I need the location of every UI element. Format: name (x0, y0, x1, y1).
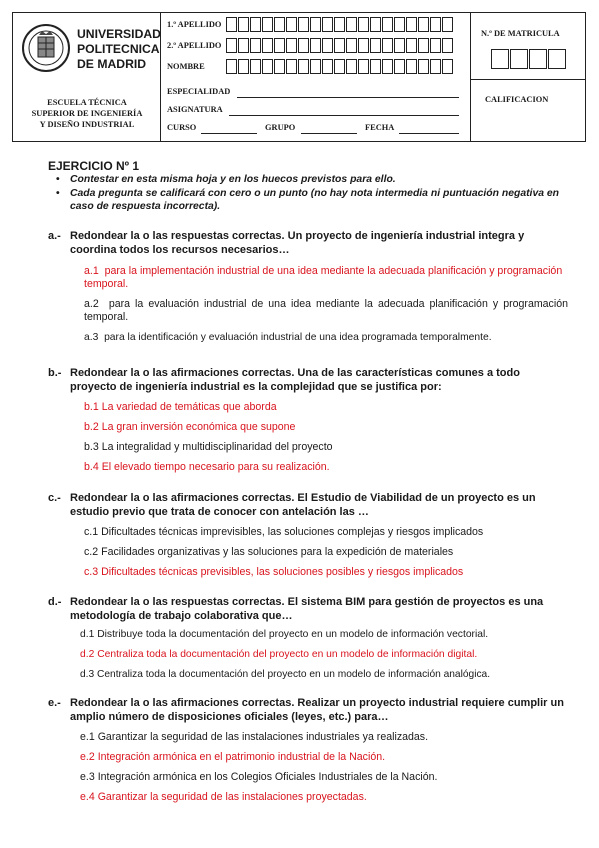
option-c2[interactable]: c.2 Facilidades organizativas y las soluciones para la expedición de materiales (84, 546, 454, 558)
question-letter: a.- (48, 230, 61, 242)
question-letter: d.- (48, 596, 62, 608)
curso-field[interactable] (201, 133, 257, 134)
question-letter: e.- (48, 697, 61, 709)
option-c3[interactable]: c.3 Dificultades técnicas previsibles, las soluciones posibles y riesgos implicados (84, 566, 464, 578)
question-b (48, 367, 568, 394)
especialidad-label: ESPECIALIDAD (167, 87, 231, 96)
apellido2-label: 2.º APELLIDO (167, 41, 222, 50)
instruction-1: • Contestar en esta misma hoja y en los huecos previstos para ello. (70, 174, 550, 187)
exercise-title: EJERCICIO Nº 1 (48, 159, 140, 173)
option-e1[interactable]: e.1 Garantizar la seguridad de las instalaciones industriales ya realizadas. (80, 731, 429, 743)
nombre-label: NOMBRE (167, 62, 205, 71)
grupo-label: GRUPO (265, 123, 296, 132)
question-text: Redondear la o las respuestas correctas. Un proyecto de ingeniería industrial integra y coordina todos los recursos necesarios… (70, 230, 525, 256)
question-letter: b.- (48, 367, 62, 379)
grupo-field[interactable] (301, 133, 357, 134)
divider (471, 79, 585, 80)
option-b4[interactable]: b.4 El elevado tiempo necesario para su realización. (84, 461, 330, 473)
instruction-2: • Cada pregunta se calificará con cero o un punto (no hay nota intermedia ni puntuación negativa en caso de respuesta incorrecta). (70, 188, 560, 213)
student-data-block (161, 13, 471, 141)
fecha-field[interactable] (399, 133, 459, 134)
question-c (48, 492, 568, 519)
curso-label: CURSO (167, 123, 197, 132)
option-a1[interactable]: a.1 para la implementación industrial de una idea mediante la adecuada planificación y programación temporal. (84, 265, 563, 290)
question-text: Redondear la o las afirmaciones correctas. Realizar un proyecto industrial requiere cumplir un amplio número de disposiciones oficiales (leyes, etc.) para… (70, 697, 564, 723)
university-name: UNIVERSIDAD POLITECNICA DE MADRID (77, 27, 161, 71)
apellido1-field[interactable] (226, 17, 454, 32)
fecha-label: FECHA (365, 123, 395, 132)
option-b1[interactable]: b.1 La variedad de temáticas que aborda (84, 401, 277, 413)
option-b2[interactable]: b.2 La gran inversión económica que supone (84, 421, 296, 433)
university-block (13, 13, 161, 141)
option-c1[interactable]: c.1 Dificultades técnicas imprevisibles, las soluciones complejas y riesgos implicados (84, 526, 484, 538)
university-seal-icon (21, 21, 71, 75)
question-text: Redondear la o las afirmaciones correctas. El Estudio de Viabilidad de un proyecto es un estudio previo que trata de conocer con antelación las … (70, 492, 536, 518)
especialidad-field[interactable] (237, 97, 459, 98)
option-e3[interactable]: e.3 Integración armónica en los Colegios Oficiales Industriales de la Nación. (80, 771, 438, 783)
option-b3[interactable]: b.3 La integralidad y multidisciplinaridad del proyecto (84, 441, 333, 453)
matricula-label: N.º DE MATRICULA (481, 29, 560, 38)
asignatura-field[interactable] (229, 115, 459, 116)
option-a3[interactable]: a.3 para la identificación y evaluación industrial de una idea programada temporalmente. (84, 332, 492, 343)
question-a (48, 230, 568, 257)
matricula-block (471, 13, 585, 141)
question-text: Redondear la o las afirmaciones correctas. Una de las características comunes a todo proyecto de ingeniería industrial es la complejidad que se justifica por: (70, 367, 520, 393)
option-d3[interactable]: d.3 Centraliza toda la documentación del proyecto en un modelo de información analógica. (80, 669, 491, 680)
nombre-field[interactable] (226, 59, 454, 74)
question-letter: c.- (48, 492, 61, 504)
asignatura-label: ASIGNATURA (167, 105, 223, 114)
option-e2[interactable]: e.2 Integración armónica en el patrimonio industrial de la Nación. (80, 751, 386, 763)
exam-header (12, 12, 586, 142)
question-e (48, 697, 568, 724)
option-a2[interactable]: a.2 para la evaluación industrial de una idea mediante la adecuada planificación y programación temporal. (84, 298, 568, 323)
apellido1-label: 1.º APELLIDO (167, 20, 222, 29)
school-name: ESCUELA TÉCNICA SUPERIOR DE INGENIERÍA Y DISEÑO INDUSTRIAL (31, 98, 143, 129)
calificacion-label: CALIFICACION (485, 95, 549, 104)
matricula-field[interactable] (491, 49, 567, 69)
option-d1[interactable]: d.1 Distribuye toda la documentación del proyecto en un modelo de información vectorial. (80, 629, 489, 640)
apellido2-field[interactable] (226, 38, 454, 53)
option-e4[interactable]: e.4 Garantizar la seguridad de las instalaciones proyectadas. (80, 791, 367, 803)
option-d2[interactable]: d.2 Centraliza toda la documentación del proyecto en un modelo de información digital. (80, 649, 478, 660)
question-text: Redondear la o las respuestas correctas. El sistema BIM para gestión de proyectos es una metodología de trabajo colaborativa que… (70, 596, 544, 622)
question-d (48, 596, 568, 623)
